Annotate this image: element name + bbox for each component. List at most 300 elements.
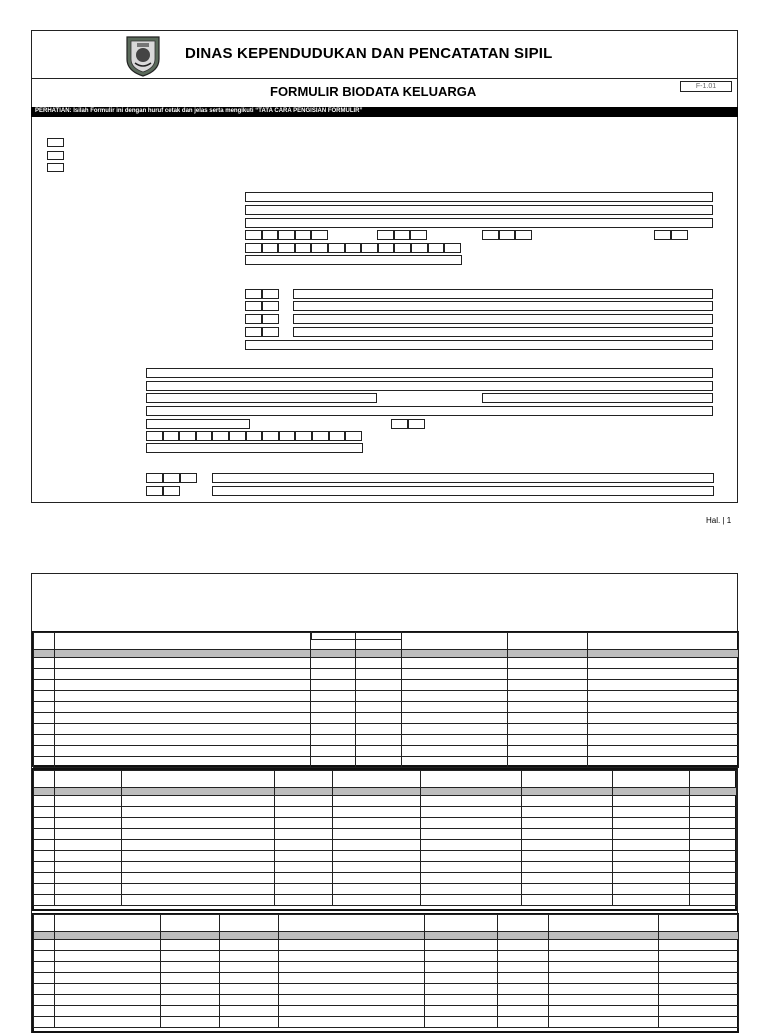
table-cell[interactable] bbox=[522, 771, 613, 788]
table-cell[interactable] bbox=[522, 829, 613, 840]
table-cell[interactable] bbox=[356, 757, 402, 768]
table-cell[interactable] bbox=[549, 940, 659, 951]
table-cell[interactable] bbox=[333, 788, 421, 796]
table-cell[interactable] bbox=[588, 680, 739, 691]
digit-box[interactable] bbox=[394, 243, 411, 253]
text-field[interactable] bbox=[245, 218, 713, 228]
table-cell[interactable] bbox=[55, 771, 122, 788]
digit-box[interactable] bbox=[515, 230, 532, 240]
table-cell[interactable] bbox=[279, 951, 425, 962]
table-cell[interactable] bbox=[161, 1006, 220, 1017]
digit-box[interactable] bbox=[295, 243, 312, 253]
digit-box[interactable] bbox=[411, 243, 428, 253]
code-field[interactable] bbox=[146, 473, 163, 483]
table-cell[interactable] bbox=[613, 895, 690, 906]
table-cell[interactable] bbox=[690, 788, 737, 796]
table-cell[interactable] bbox=[421, 851, 522, 862]
table-cell[interactable] bbox=[275, 884, 333, 895]
table-cell[interactable] bbox=[34, 757, 55, 768]
table-cell[interactable] bbox=[55, 788, 122, 796]
table-cell[interactable] bbox=[425, 973, 498, 984]
table-cell[interactable] bbox=[659, 915, 739, 932]
table-cell[interactable] bbox=[522, 851, 613, 862]
table-cell[interactable] bbox=[34, 746, 55, 757]
digit-box[interactable] bbox=[146, 431, 163, 441]
table-cell[interactable] bbox=[588, 713, 739, 724]
table-cell[interactable] bbox=[613, 851, 690, 862]
table-cell[interactable] bbox=[613, 818, 690, 829]
table-cell[interactable] bbox=[55, 840, 122, 851]
table-cell[interactable] bbox=[356, 713, 402, 724]
table-cell[interactable] bbox=[402, 724, 508, 735]
table-cell[interactable] bbox=[122, 895, 275, 906]
table-cell[interactable] bbox=[498, 984, 549, 995]
table-cell[interactable] bbox=[498, 932, 549, 940]
table-cell[interactable] bbox=[522, 796, 613, 807]
table-cell[interactable] bbox=[55, 669, 311, 680]
table-cell[interactable] bbox=[275, 829, 333, 840]
table-cell[interactable] bbox=[522, 788, 613, 796]
text-field[interactable] bbox=[245, 255, 462, 265]
table-cell[interactable] bbox=[275, 796, 333, 807]
table-cell[interactable] bbox=[55, 895, 122, 906]
digit-box[interactable] bbox=[262, 243, 279, 253]
table-cell[interactable] bbox=[508, 724, 588, 735]
table-cell[interactable] bbox=[498, 940, 549, 951]
table-cell[interactable] bbox=[588, 724, 739, 735]
table-cell[interactable] bbox=[508, 713, 588, 724]
table-cell[interactable] bbox=[333, 829, 421, 840]
table-cell[interactable] bbox=[613, 771, 690, 788]
table-cell[interactable] bbox=[588, 746, 739, 757]
option-checkbox-2[interactable] bbox=[47, 151, 64, 160]
table-cell[interactable] bbox=[55, 735, 311, 746]
table-cell[interactable] bbox=[34, 995, 55, 1006]
table-cell[interactable] bbox=[333, 895, 421, 906]
table-cell[interactable] bbox=[549, 962, 659, 973]
table-cell[interactable] bbox=[421, 818, 522, 829]
table-cell[interactable] bbox=[55, 746, 311, 757]
table-cell[interactable] bbox=[508, 702, 588, 713]
table-cell[interactable] bbox=[55, 951, 161, 962]
table-cell[interactable] bbox=[421, 771, 522, 788]
table-cell[interactable] bbox=[402, 691, 508, 702]
table-cell[interactable] bbox=[690, 873, 737, 884]
table-cell[interactable] bbox=[508, 650, 588, 658]
table-cell[interactable] bbox=[55, 650, 311, 658]
table-cell[interactable] bbox=[34, 713, 55, 724]
table-cell[interactable] bbox=[690, 829, 737, 840]
table-cell[interactable] bbox=[333, 851, 421, 862]
option-checkbox-1[interactable] bbox=[47, 138, 64, 147]
table-cell[interactable] bbox=[220, 984, 279, 995]
table-cell[interactable] bbox=[55, 873, 122, 884]
table-cell[interactable] bbox=[55, 807, 122, 818]
text-field[interactable] bbox=[146, 381, 713, 391]
digit-box[interactable] bbox=[279, 431, 296, 441]
table-cell[interactable] bbox=[549, 984, 659, 995]
table-cell[interactable] bbox=[333, 818, 421, 829]
table-cell[interactable] bbox=[522, 895, 613, 906]
table-cell[interactable] bbox=[613, 840, 690, 851]
table-cell[interactable] bbox=[508, 680, 588, 691]
table-cell[interactable] bbox=[356, 680, 402, 691]
digit-box[interactable] bbox=[229, 431, 246, 441]
table-cell[interactable] bbox=[275, 895, 333, 906]
table-cell[interactable] bbox=[613, 862, 690, 873]
digit-box[interactable] bbox=[163, 431, 180, 441]
table-cell[interactable] bbox=[498, 973, 549, 984]
text-field[interactable] bbox=[293, 289, 713, 299]
table-cell[interactable] bbox=[522, 884, 613, 895]
digit-box[interactable] bbox=[394, 230, 411, 240]
table-cell[interactable] bbox=[55, 862, 122, 873]
digit-box[interactable] bbox=[654, 230, 671, 240]
table-cell[interactable] bbox=[356, 691, 402, 702]
option-checkbox-3[interactable] bbox=[47, 163, 64, 172]
table-cell[interactable] bbox=[55, 796, 122, 807]
table-cell[interactable] bbox=[122, 788, 275, 796]
table-cell[interactable] bbox=[333, 884, 421, 895]
table-cell[interactable] bbox=[356, 669, 402, 680]
table-cell[interactable] bbox=[508, 746, 588, 757]
table-cell[interactable] bbox=[588, 702, 739, 713]
digit-box[interactable] bbox=[262, 230, 279, 240]
table-cell[interactable] bbox=[613, 788, 690, 796]
table-cell[interactable] bbox=[356, 702, 402, 713]
table-cell[interactable] bbox=[220, 1006, 279, 1017]
table-cell[interactable] bbox=[55, 1006, 161, 1017]
table-cell[interactable] bbox=[55, 1017, 161, 1028]
table-cell[interactable] bbox=[659, 940, 739, 951]
text-field[interactable] bbox=[245, 192, 713, 202]
code-field[interactable] bbox=[163, 473, 180, 483]
table-cell[interactable] bbox=[690, 818, 737, 829]
table-cell[interactable] bbox=[356, 724, 402, 735]
code-field[interactable] bbox=[262, 314, 279, 324]
table-cell[interactable] bbox=[613, 829, 690, 840]
table-cell[interactable] bbox=[220, 973, 279, 984]
table-cell[interactable] bbox=[55, 884, 122, 895]
table-cell[interactable] bbox=[690, 862, 737, 873]
text-field[interactable] bbox=[146, 368, 713, 378]
table-cell[interactable] bbox=[34, 796, 55, 807]
table-cell[interactable] bbox=[425, 995, 498, 1006]
table-cell[interactable] bbox=[122, 807, 275, 818]
table-cell[interactable] bbox=[588, 633, 739, 650]
digit-box[interactable] bbox=[378, 243, 395, 253]
table-cell[interactable] bbox=[498, 995, 549, 1006]
table-cell[interactable] bbox=[659, 951, 739, 962]
table-cell[interactable] bbox=[659, 995, 739, 1006]
table-cell[interactable] bbox=[425, 984, 498, 995]
table-cell[interactable] bbox=[508, 669, 588, 680]
digit-box[interactable] bbox=[179, 431, 196, 441]
code-field[interactable] bbox=[163, 486, 180, 496]
table-cell[interactable] bbox=[34, 862, 55, 873]
table-cell[interactable] bbox=[220, 940, 279, 951]
table-cell[interactable] bbox=[425, 1017, 498, 1028]
table-cell[interactable] bbox=[356, 735, 402, 746]
table-cell[interactable] bbox=[34, 680, 55, 691]
code-field[interactable] bbox=[391, 419, 408, 429]
table-cell[interactable] bbox=[588, 658, 739, 669]
text-field[interactable] bbox=[146, 443, 363, 453]
table-cell[interactable] bbox=[588, 691, 739, 702]
table-cell[interactable] bbox=[588, 650, 739, 658]
table-cell[interactable] bbox=[122, 851, 275, 862]
table-cell[interactable] bbox=[498, 1017, 549, 1028]
digit-box[interactable] bbox=[410, 230, 427, 240]
table-cell[interactable] bbox=[311, 650, 356, 658]
table-cell[interactable] bbox=[498, 962, 549, 973]
table-cell[interactable] bbox=[55, 932, 161, 940]
table-cell[interactable] bbox=[220, 932, 279, 940]
table-cell[interactable] bbox=[588, 735, 739, 746]
table-cell[interactable] bbox=[421, 895, 522, 906]
table-cell[interactable] bbox=[549, 1017, 659, 1028]
table-cell[interactable] bbox=[508, 658, 588, 669]
table-cell[interactable] bbox=[402, 702, 508, 713]
table-cell[interactable] bbox=[425, 932, 498, 940]
table-cell[interactable] bbox=[275, 851, 333, 862]
table-cell[interactable] bbox=[34, 884, 55, 895]
code-field[interactable] bbox=[180, 473, 197, 483]
table-cell[interactable] bbox=[34, 973, 55, 984]
table-cell[interactable] bbox=[34, 1017, 55, 1028]
table-cell[interactable] bbox=[279, 962, 425, 973]
table-cell[interactable] bbox=[333, 840, 421, 851]
text-field[interactable] bbox=[146, 393, 377, 403]
table-cell[interactable] bbox=[55, 829, 122, 840]
table-cell[interactable] bbox=[356, 650, 402, 658]
table-cell[interactable] bbox=[34, 1006, 55, 1017]
table-cell[interactable] bbox=[549, 1006, 659, 1017]
digit-box[interactable] bbox=[444, 243, 461, 253]
code-field[interactable] bbox=[245, 289, 262, 299]
table-cell[interactable] bbox=[311, 691, 356, 702]
table-cell[interactable] bbox=[613, 873, 690, 884]
table-cell[interactable] bbox=[279, 1006, 425, 1017]
table-cell[interactable] bbox=[421, 807, 522, 818]
digit-box[interactable] bbox=[499, 230, 516, 240]
table-cell[interactable] bbox=[402, 650, 508, 658]
digit-box[interactable] bbox=[311, 230, 328, 240]
table-cell[interactable] bbox=[122, 873, 275, 884]
table-cell[interactable] bbox=[333, 873, 421, 884]
digit-box[interactable] bbox=[278, 230, 295, 240]
table-cell[interactable] bbox=[425, 940, 498, 951]
table-cell[interactable] bbox=[333, 862, 421, 873]
table-cell[interactable] bbox=[55, 724, 311, 735]
table-cell[interactable] bbox=[55, 940, 161, 951]
table-cell[interactable] bbox=[425, 1006, 498, 1017]
table-cell[interactable] bbox=[34, 650, 55, 658]
text-field[interactable] bbox=[482, 393, 713, 403]
table-cell[interactable] bbox=[659, 1006, 739, 1017]
table-cell[interactable] bbox=[55, 680, 311, 691]
digit-box[interactable] bbox=[361, 243, 378, 253]
table-cell[interactable] bbox=[161, 973, 220, 984]
table-cell[interactable] bbox=[34, 702, 55, 713]
text-field[interactable] bbox=[212, 486, 714, 496]
table-cell[interactable] bbox=[122, 796, 275, 807]
table-cell[interactable] bbox=[34, 788, 55, 796]
table-cell[interactable] bbox=[161, 984, 220, 995]
text-field[interactable] bbox=[146, 419, 250, 429]
table-cell[interactable] bbox=[275, 807, 333, 818]
table-cell[interactable] bbox=[508, 633, 588, 650]
table-cell[interactable] bbox=[55, 818, 122, 829]
table-cell[interactable] bbox=[34, 669, 55, 680]
table-cell[interactable] bbox=[55, 962, 161, 973]
digit-box[interactable] bbox=[345, 431, 362, 441]
table-cell[interactable] bbox=[279, 915, 425, 932]
table-cell[interactable] bbox=[356, 658, 402, 669]
table-cell[interactable] bbox=[161, 1017, 220, 1028]
table-cell[interactable] bbox=[613, 884, 690, 895]
table-cell[interactable] bbox=[34, 840, 55, 851]
table-cell[interactable] bbox=[311, 757, 356, 768]
table-cell[interactable] bbox=[275, 840, 333, 851]
table-cell[interactable] bbox=[588, 757, 739, 768]
table-cell[interactable] bbox=[522, 840, 613, 851]
code-field[interactable] bbox=[245, 301, 262, 311]
table-cell[interactable] bbox=[588, 669, 739, 680]
table-cell[interactable] bbox=[402, 658, 508, 669]
table-cell[interactable] bbox=[161, 995, 220, 1006]
table-cell[interactable] bbox=[275, 873, 333, 884]
table-cell[interactable] bbox=[55, 713, 311, 724]
table-cell[interactable] bbox=[690, 771, 737, 788]
table-cell[interactable] bbox=[333, 796, 421, 807]
table-cell[interactable] bbox=[275, 788, 333, 796]
table-cell[interactable] bbox=[402, 633, 508, 650]
table-cell[interactable] bbox=[421, 840, 522, 851]
digit-box[interactable] bbox=[246, 431, 263, 441]
digit-box[interactable] bbox=[245, 230, 262, 240]
table-cell[interactable] bbox=[311, 658, 356, 669]
table-cell[interactable] bbox=[549, 973, 659, 984]
table-cell[interactable] bbox=[402, 746, 508, 757]
table-cell[interactable] bbox=[122, 818, 275, 829]
table-cell[interactable] bbox=[659, 962, 739, 973]
table-cell[interactable] bbox=[34, 851, 55, 862]
table-cell[interactable] bbox=[220, 1017, 279, 1028]
text-field[interactable] bbox=[245, 340, 713, 350]
code-field[interactable] bbox=[262, 327, 279, 337]
text-field[interactable] bbox=[293, 301, 713, 311]
table-cell[interactable] bbox=[55, 691, 311, 702]
table-cell[interactable] bbox=[34, 895, 55, 906]
table-cell[interactable] bbox=[508, 691, 588, 702]
table-cell[interactable] bbox=[402, 680, 508, 691]
table-cell[interactable] bbox=[34, 932, 55, 940]
table-cell[interactable] bbox=[311, 669, 356, 680]
table-cell[interactable] bbox=[279, 1017, 425, 1028]
table-cell[interactable] bbox=[161, 951, 220, 962]
table-cell[interactable] bbox=[421, 829, 522, 840]
table-cell[interactable] bbox=[402, 757, 508, 768]
table-cell[interactable] bbox=[333, 771, 421, 788]
digit-box[interactable] bbox=[328, 243, 345, 253]
code-field[interactable] bbox=[245, 327, 262, 337]
table-cell[interactable] bbox=[34, 807, 55, 818]
table-cell[interactable] bbox=[55, 633, 311, 650]
table-cell[interactable] bbox=[311, 724, 356, 735]
table-cell[interactable] bbox=[508, 757, 588, 768]
table-cell[interactable] bbox=[55, 915, 161, 932]
table-cell[interactable] bbox=[549, 932, 659, 940]
table-cell[interactable] bbox=[421, 862, 522, 873]
table-cell[interactable] bbox=[425, 962, 498, 973]
table-cell[interactable] bbox=[34, 633, 55, 650]
text-field[interactable] bbox=[146, 406, 713, 416]
digit-box[interactable] bbox=[671, 230, 688, 240]
table-cell[interactable] bbox=[421, 788, 522, 796]
table-cell[interactable] bbox=[34, 735, 55, 746]
digit-box[interactable] bbox=[295, 230, 312, 240]
table-cell[interactable] bbox=[549, 915, 659, 932]
table-cell[interactable] bbox=[275, 862, 333, 873]
table-cell[interactable] bbox=[34, 915, 55, 932]
table-cell[interactable] bbox=[122, 884, 275, 895]
table-cell[interactable] bbox=[425, 951, 498, 962]
table-cell[interactable] bbox=[522, 818, 613, 829]
table-cell[interactable] bbox=[498, 915, 549, 932]
table-cell[interactable] bbox=[522, 807, 613, 818]
digit-box[interactable] bbox=[345, 243, 362, 253]
table-cell[interactable] bbox=[279, 973, 425, 984]
digit-box[interactable] bbox=[329, 431, 346, 441]
digit-box[interactable] bbox=[377, 230, 394, 240]
table-cell[interactable] bbox=[613, 796, 690, 807]
table-cell[interactable] bbox=[522, 873, 613, 884]
table-cell[interactable] bbox=[356, 633, 402, 650]
table-cell[interactable] bbox=[161, 962, 220, 973]
table-cell[interactable] bbox=[161, 932, 220, 940]
digit-box[interactable] bbox=[278, 243, 295, 253]
code-field[interactable] bbox=[408, 419, 425, 429]
table-cell[interactable] bbox=[402, 713, 508, 724]
table-cell[interactable] bbox=[311, 713, 356, 724]
table-cell[interactable] bbox=[690, 796, 737, 807]
table-cell[interactable] bbox=[421, 884, 522, 895]
table-cell[interactable] bbox=[508, 735, 588, 746]
table-cell[interactable] bbox=[34, 951, 55, 962]
table-cell[interactable] bbox=[690, 807, 737, 818]
table-cell[interactable] bbox=[498, 951, 549, 962]
text-field[interactable] bbox=[245, 205, 713, 215]
table-cell[interactable] bbox=[55, 973, 161, 984]
table-cell[interactable] bbox=[311, 633, 356, 650]
text-field[interactable] bbox=[212, 473, 714, 483]
table-cell[interactable] bbox=[55, 658, 311, 669]
table-cell[interactable] bbox=[425, 915, 498, 932]
table-cell[interactable] bbox=[220, 951, 279, 962]
text-field[interactable] bbox=[293, 327, 713, 337]
table-cell[interactable] bbox=[34, 984, 55, 995]
table-cell[interactable] bbox=[311, 702, 356, 713]
table-cell[interactable] bbox=[34, 724, 55, 735]
digit-box[interactable] bbox=[312, 431, 329, 441]
table-cell[interactable] bbox=[690, 884, 737, 895]
table-cell[interactable] bbox=[279, 940, 425, 951]
table-cell[interactable] bbox=[220, 995, 279, 1006]
table-cell[interactable] bbox=[659, 1017, 739, 1028]
table-cell[interactable] bbox=[34, 818, 55, 829]
table-cell[interactable] bbox=[333, 807, 421, 818]
